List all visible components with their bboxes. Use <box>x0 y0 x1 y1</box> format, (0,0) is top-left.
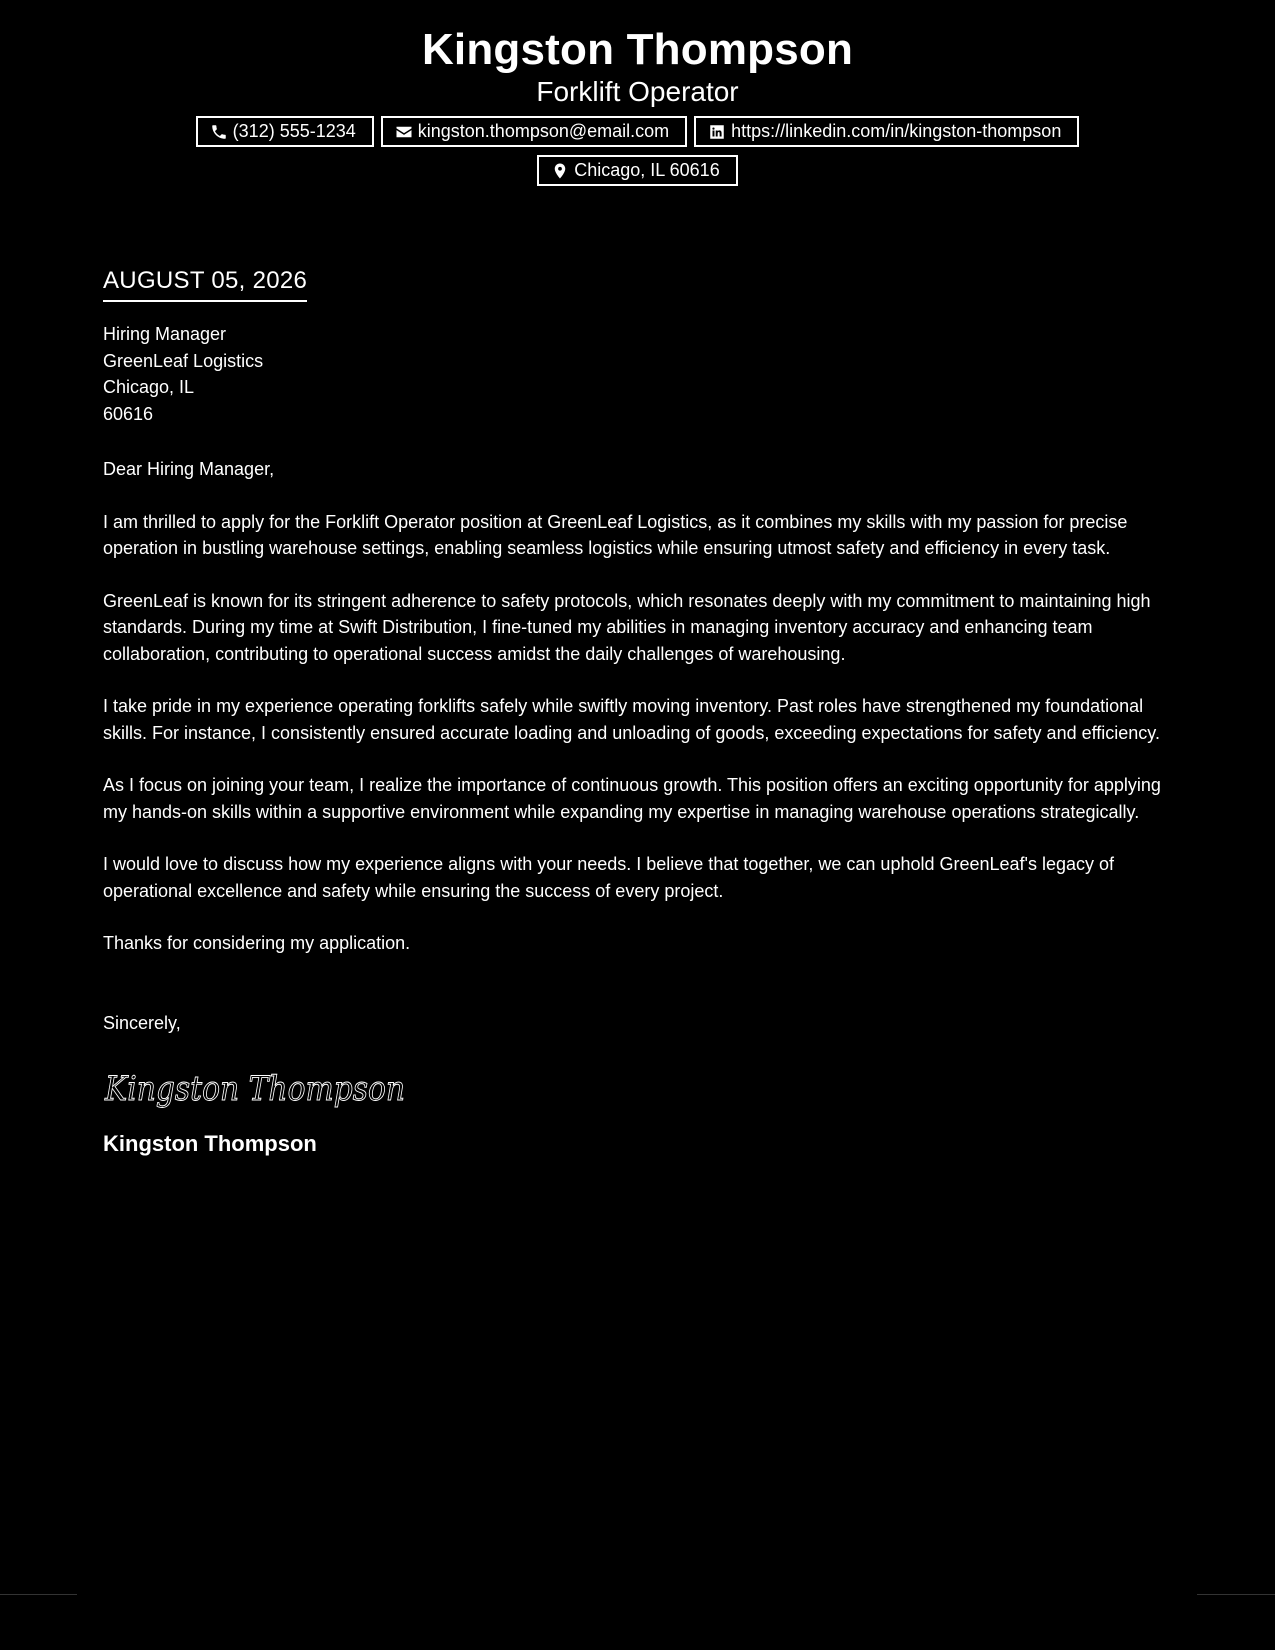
contact-email[interactable] <box>381 116 687 147</box>
body-paragraph: Thanks for considering my application. <box>103 933 411 953</box>
recipient-line: 60616 <box>103 403 154 424</box>
contact-phone[interactable] <box>196 116 374 147</box>
signed-name: Kingston Thompson <box>103 1131 317 1156</box>
signature-image <box>103 1064 405 1114</box>
footer-divider-left <box>0 1594 77 1595</box>
linkedin-text: https://linkedin.com/in/kingston-thompson <box>731 121 1062 141</box>
closing: Sincerely, <box>103 1012 181 1033</box>
letter-header <box>0 24 1275 186</box>
contact-list <box>138 116 1138 186</box>
body-paragraph: I would love to discuss how my experience aligns with your needs. I believe that together, we can uphold GreenLeaf's legacy of operational excellence and safety while ensuring the success of every project. <box>103 854 1115 901</box>
recipient-address <box>103 321 1173 427</box>
email-text: kingston.thompson@email.com <box>417 121 670 141</box>
map-pin-icon <box>551 162 569 180</box>
recipient-line: GreenLeaf Logistics <box>103 350 264 371</box>
body-paragraph: I am thrilled to apply for the Forklift Operator position at GreenLeaf Logistics, as it combines my skills with my passion for precise operation in bustling warehouse settings, enabling seamless logistics while ensuring utmost safety and efficiency in every task. <box>103 511 1128 558</box>
linkedin-icon <box>708 123 726 141</box>
body-paragraph: I take pride in my experience operating forklifts safely while swiftly moving inventory. Past roles have strengthened my foundational skills. For instance, I consistently ensured accurate loading and unloading of goods, exceeding expectations for safety and efficiency. <box>103 696 1160 743</box>
body-paragraph: As I focus on joining your team, I realize the importance of continuous growth. This position offers an exciting opportunity for applying my hands-on skills within a supportive environment while expanding my expertise in managing warehouse operations strategically. <box>103 775 1161 822</box>
phone-icon <box>210 123 228 141</box>
contact-location <box>537 155 737 186</box>
recipient-line: Chicago, IL <box>103 377 195 397</box>
letter-body <box>103 266 1173 1158</box>
job-title: Forklift Operator <box>536 76 739 107</box>
location-text: Chicago, IL 60616 <box>574 160 720 180</box>
salutation: Dear Hiring Manager, <box>103 459 275 479</box>
footer-divider-right <box>1197 1594 1275 1595</box>
letter-date: AUGUST 05, 2026 <box>103 266 307 302</box>
envelope-icon <box>395 123 413 141</box>
phone-text: (312) 555-1234 <box>232 121 356 141</box>
recipient-line: Hiring Manager <box>103 324 227 344</box>
handwritten-signature <box>103 1064 405 1114</box>
applicant-name: Kingston Thompson <box>421 25 854 74</box>
contact-linkedin[interactable] <box>694 116 1079 147</box>
body-paragraph: GreenLeaf is known for its stringent adherence to safety protocols, which resonates deeply with my commitment to maintaining high standards. During my time at Swift Distribution, I fine-tuned my abilities in managing inventory accuracy and enhancing team collaboration, contributing to operational success amidst the daily challenges of warehousing. <box>103 590 1151 664</box>
signature-script: Kingston Thompson <box>104 1069 405 1109</box>
